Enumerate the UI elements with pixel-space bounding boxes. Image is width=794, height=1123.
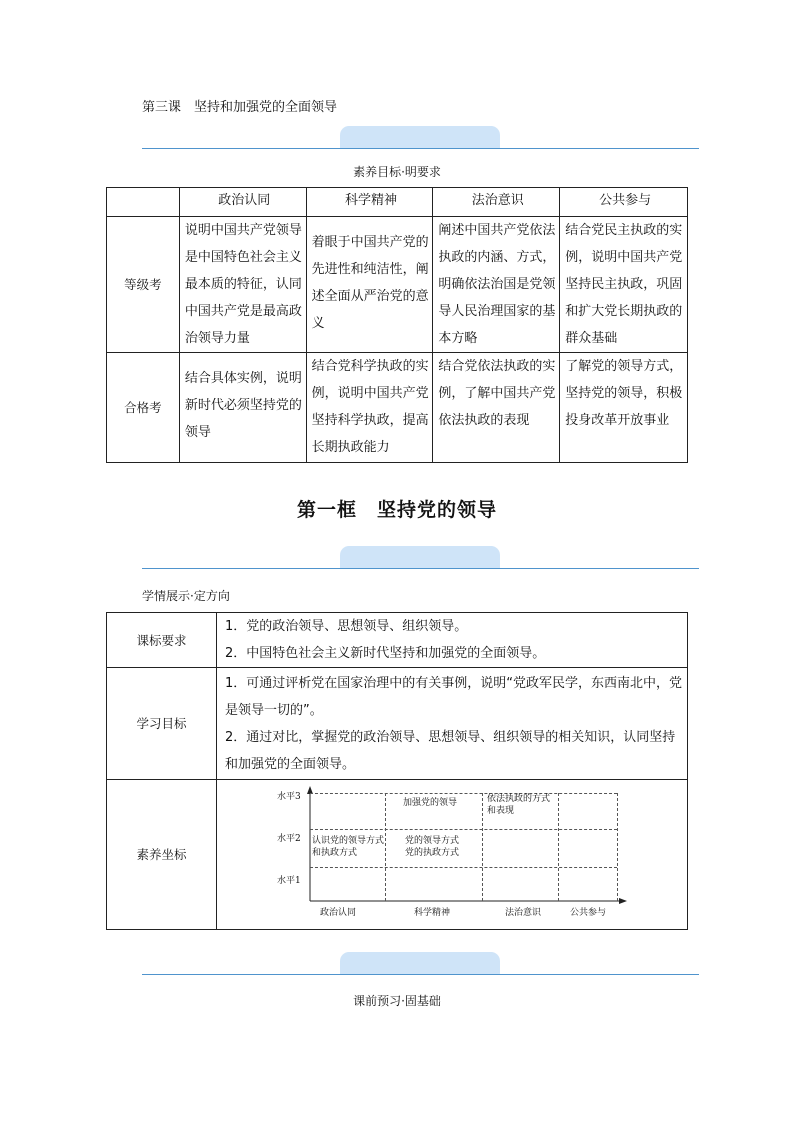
table-cell: 结合党依法执政的实例，了解中国共产党依法执政的表现 — [433, 353, 560, 463]
section-divider — [142, 148, 699, 149]
list-item: 2．中国特色社会主义新时代坚持和加强党的全面领导。 — [225, 646, 546, 661]
row-label: 课标要求 — [107, 613, 217, 668]
frame-title: 第一框 坚持党的领导 — [296, 499, 497, 521]
y-axis-label: 水平3 — [277, 792, 301, 802]
section-banner-tab — [340, 952, 500, 974]
grid-cell-text: 党的领导方式 — [405, 836, 460, 846]
grid-line — [558, 793, 559, 901]
table-cell — [217, 780, 688, 930]
table-cell: 了解党的领导方式，坚持党的领导，积极投身改革开放事业 — [560, 353, 688, 463]
grid-cell-text: 党的执政方式 — [405, 848, 460, 858]
learning-info-table — [106, 612, 688, 930]
row-label: 学习目标 — [107, 668, 217, 780]
header-cell: 科学精神 — [306, 188, 433, 217]
grid-line — [482, 793, 483, 901]
table-cell: 结合党民主执政的实例，说明中国共产党坚持民主执政，巩固和扩大党长期执政的群众基础 — [560, 217, 688, 353]
grid-cell-text: 依法执政的方式和表现 — [487, 794, 551, 816]
row-label: 等级考 — [107, 217, 180, 353]
table-cell — [217, 668, 688, 780]
section-divider — [142, 568, 699, 569]
lesson-title: 第三课 坚持和加强党的全面领导 — [142, 100, 338, 115]
list-item: 1．可通过评析党在国家治理中的有关事例，说明“党政军民学，东西南北中，党是领导一切的”。 — [225, 676, 683, 718]
table-cell: 阐述中国共产党依法执政的内涵、方式，明确依法治国是党领导人民治理国家的基本方略 — [433, 217, 560, 353]
row-label: 合格考 — [107, 353, 180, 463]
header-cell: 公共参与 — [560, 188, 688, 217]
literacy-goals-table — [106, 187, 688, 463]
x-axis-label: 公共参与 — [570, 908, 607, 918]
x-axis-label: 政治认同 — [320, 908, 357, 918]
section-banner-tab — [340, 126, 500, 148]
y-axis-label: 水平2 — [277, 834, 301, 844]
grid-line — [617, 793, 618, 901]
table-header-row — [107, 188, 688, 217]
table-row — [107, 217, 688, 353]
grid-cell-text: 加强党的领导 — [403, 798, 458, 808]
header-cell — [107, 188, 180, 217]
grid-line — [310, 829, 617, 830]
grid-line — [310, 793, 617, 794]
table-row — [107, 668, 688, 780]
header-cell: 法治意识 — [433, 188, 560, 217]
table-cell: 着眼于中国共产党的先进性和纯洁性，阐述全面从严治党的意义 — [306, 217, 433, 353]
grid-line — [385, 793, 386, 901]
x-axis-label: 科学精神 — [414, 908, 451, 918]
table-cell — [217, 613, 688, 668]
header-cell: 政治认同 — [179, 188, 306, 217]
section-caption: 素养目标·明要求 — [353, 165, 441, 179]
table-row — [107, 613, 688, 668]
grid-line — [310, 867, 617, 868]
table-cell: 结合具体实例，说明新时代必须坚持党的领导 — [179, 353, 306, 463]
section-caption: 课前预习·固基础 — [353, 994, 441, 1008]
x-axis-label: 法治意识 — [505, 908, 542, 918]
section-caption: 学情展示·定方向 — [142, 589, 230, 603]
grid-cell-text: 认识党的领导方式和执政方式 — [312, 836, 385, 858]
table-row — [107, 780, 688, 930]
row-label: 素养坐标 — [107, 780, 217, 930]
table-cell: 说明中国共产党领导是中国特色社会主义最本质的特征，认同中国共产党是最高政治领导力量 — [179, 217, 306, 353]
table-row — [107, 353, 688, 463]
table-cell: 结合党科学执政的实例，说明中国共产党坚持科学执政，提高长期执政能力 — [306, 353, 433, 463]
list-item: 2．通过对比，掌握党的政治领导、思想领导、组织领导的相关知识，认同坚持和加强党的全面领导。 — [225, 730, 676, 772]
y-axis-label: 水平1 — [277, 876, 301, 886]
section-divider — [142, 974, 699, 975]
section-banner-tab — [340, 546, 500, 568]
list-item: 1．党的政治领导、思想领导、组织领导。 — [225, 619, 468, 634]
literacy-coordinate-grid — [217, 783, 687, 929]
